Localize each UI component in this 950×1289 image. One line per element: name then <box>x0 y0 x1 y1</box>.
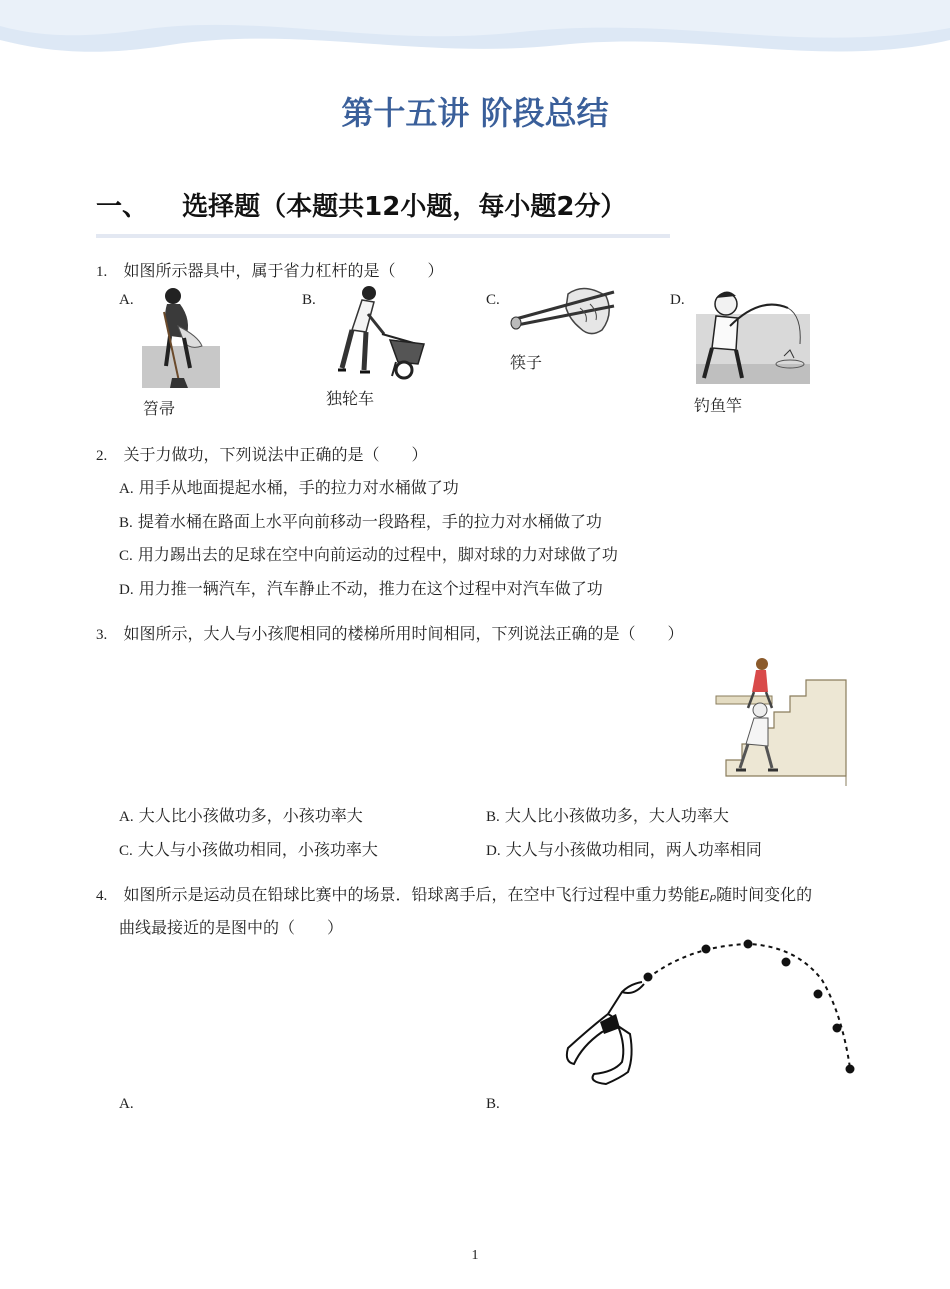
option-text: 用力踢出去的足球在空中向前运动的过程中，脚对球的力对球做了功 <box>137 545 618 564</box>
option-caption-b: 独轮车 <box>326 389 375 408</box>
q3-option-d <box>486 837 762 860</box>
q3-option-a <box>119 803 363 826</box>
option-caption-d: 钓鱼竿 <box>694 396 743 415</box>
question-number: 4. <box>96 888 108 904</box>
option-letter: A. <box>119 481 134 497</box>
question-stem: 如图所示，大人与小孩爬相同的楼梯所用时间相同，下列说法正确的是（ ） <box>123 624 684 643</box>
option-text: 提着水桶在路面上水平向前移动一段路程，手的拉力对水桶做了功 <box>137 512 602 531</box>
question-3 <box>96 621 683 644</box>
page-title: 第十五讲 阶段总结 <box>341 94 609 132</box>
q2-option-b <box>119 509 602 532</box>
question-number: 1. <box>96 264 108 280</box>
question-stem: 关于力做功，下列说法中正确的是（ ） <box>123 445 428 464</box>
question-stem-part1: 如图所示是运动员在铅球比赛中的场景．铅球离手后，在空中飞行过程中重力势能 <box>123 885 700 904</box>
potential-energy-symbol: Eₚ <box>699 887 717 904</box>
question-4 <box>96 882 812 905</box>
fishing-rod-figure <box>694 286 812 386</box>
option-letter: B. <box>486 809 500 825</box>
option-letter: D. <box>119 582 134 598</box>
option-text: 大人比小孩做功多，大人功率大 <box>504 806 729 825</box>
question-number: 2. <box>96 448 108 464</box>
option-text: 用手从地面提起水桶，手的拉力对水桶做了功 <box>138 478 459 497</box>
shot-put-trajectory-figure <box>560 936 860 1088</box>
option-letter: A. <box>119 809 134 825</box>
question-1 <box>96 258 443 281</box>
option-letter: C. <box>119 843 133 859</box>
option-letter-a: A. <box>119 292 134 308</box>
header-wave-decoration <box>0 0 950 70</box>
option-letter-c: C. <box>486 292 500 308</box>
q3-option-c <box>119 837 378 860</box>
wheelbarrow-figure <box>324 284 428 380</box>
option-text: 大人比小孩做功多，小孩功率大 <box>138 806 363 825</box>
option-text: 大人与小孩做功相同，小孩功率大 <box>137 840 378 859</box>
option-letter-b: B. <box>302 292 316 308</box>
section-divider <box>96 234 670 238</box>
option-letter: B. <box>119 515 133 531</box>
question-2 <box>96 442 427 465</box>
question-stem-line2: 曲线最接近的是图中的（ ） <box>119 918 344 937</box>
section-heading <box>96 186 626 223</box>
question-stem: 如图所示器具中，属于省力杠杆的是（ ） <box>123 261 444 280</box>
option-letter: D. <box>486 843 501 859</box>
section-title: 选择题（本题共12小题，每小题2分） <box>182 192 627 222</box>
q2-option-c <box>119 542 618 565</box>
page-number: 1 <box>471 1248 479 1263</box>
q4-option-letter-b: B. <box>486 1096 500 1112</box>
chopsticks-figure <box>510 284 618 348</box>
option-caption-c: 筷子 <box>510 353 543 372</box>
option-text: 用力推一辆汽车，汽车静止不动，推力在这个过程中对汽车做了功 <box>138 579 603 598</box>
q2-option-d <box>119 576 603 599</box>
q2-option-a <box>119 475 459 498</box>
q4-option-letter-a: A. <box>119 1096 134 1112</box>
option-text: 大人与小孩做功相同，两人功率相同 <box>505 840 762 859</box>
q3-option-b <box>486 803 729 826</box>
option-letter-d: D. <box>670 292 685 308</box>
option-letter: C. <box>119 548 133 564</box>
broom-figure <box>140 286 222 390</box>
question-stem-part2: 随时间变化的 <box>716 885 813 904</box>
option-caption-a: 笤帚 <box>143 399 176 418</box>
section-number: 一、 <box>96 192 149 222</box>
stairs-climbing-figure <box>712 656 852 788</box>
question-number: 3. <box>96 627 108 643</box>
